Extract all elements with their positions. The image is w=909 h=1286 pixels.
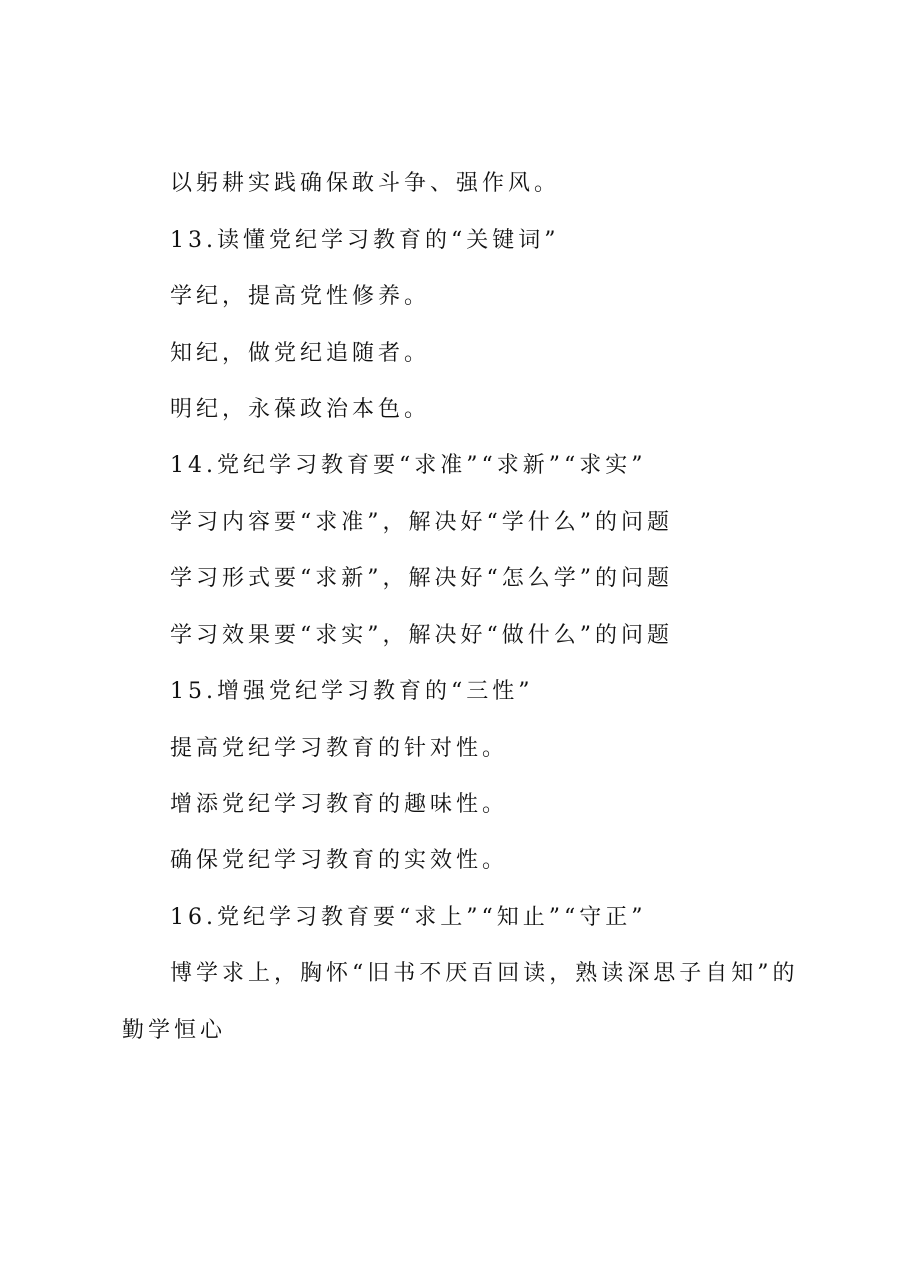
section-heading-15: 15.增强党纪学习教育的“三性” [170, 679, 534, 704]
text-line: 学习效果要“求实”，解决好“做什么”的问题 [170, 623, 673, 648]
section-heading-16: 16.党纪学习教育要“求上”“知止”“守正” [170, 905, 647, 930]
text-line: 学纪，提高党性修养。 [170, 284, 431, 309]
text-line: 明纪，永葆政治本色。 [170, 397, 431, 422]
text-line: 学习形式要“求新”，解决好“怎么学”的问题 [170, 566, 673, 591]
text-line: 提高党纪学习教育的针对性。 [170, 736, 509, 761]
text-line: 博学求上，胸怀“旧书不厌百回读，熟读深思子自知”的 [170, 961, 799, 986]
text-line: 增添党纪学习教育的趣味性。 [170, 792, 509, 817]
text-line: 确保党纪学习教育的实效性。 [170, 848, 509, 873]
section-heading-13: 13.读懂党纪学习教育的“关键词” [170, 228, 560, 253]
text-line: 知纪，做党纪追随者。 [170, 341, 431, 366]
text-line: 以躬耕实践确保敢斗争、强作风。 [170, 171, 561, 196]
text-line-continuation: 勤学恒心 [122, 1018, 227, 1043]
text-line: 学习内容要“求准”，解决好“学什么”的问题 [170, 510, 673, 535]
section-heading-14: 14.党纪学习教育要“求准”“求新”“求实” [170, 453, 647, 478]
